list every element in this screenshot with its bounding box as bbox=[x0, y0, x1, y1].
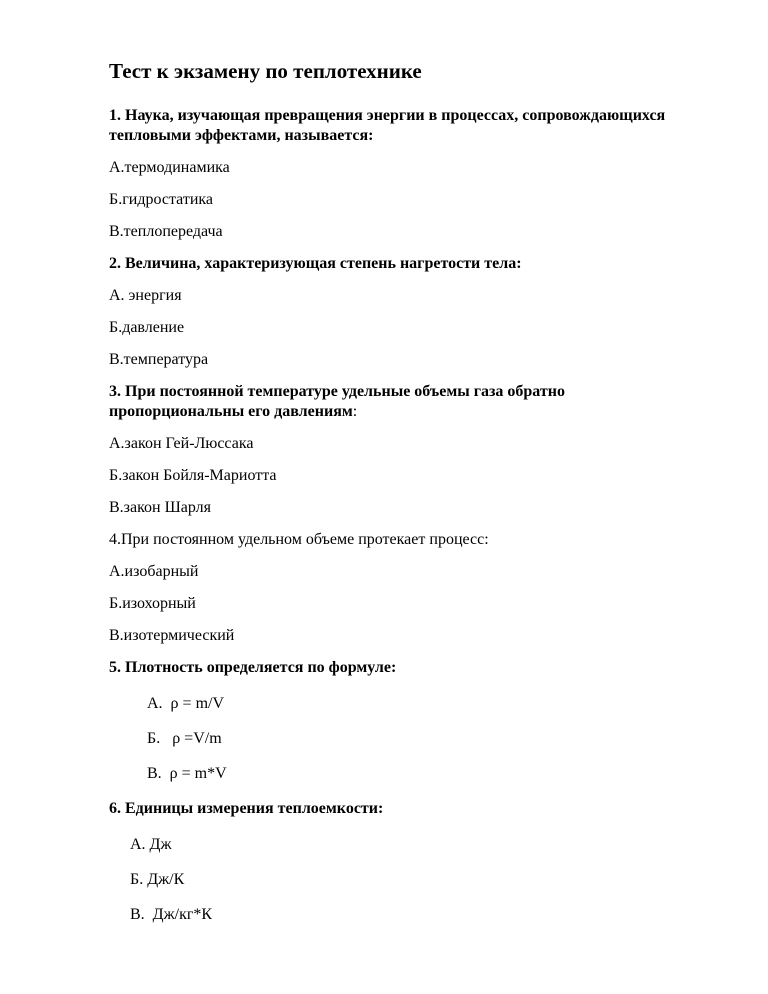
question-1-option-a: А.термодинамика bbox=[109, 159, 230, 176]
question-2-body: 2. Величина, характеризующая степень нагретости тела: bbox=[109, 255, 522, 272]
question-6-text bbox=[109, 799, 693, 819]
question-3-text bbox=[109, 382, 693, 422]
question-4-option-v: В.изотермический bbox=[109, 627, 235, 644]
question-5-option-b: Б. ρ =V/m bbox=[147, 730, 222, 747]
question-1-option-b: Б.гидростатика bbox=[109, 191, 214, 208]
question-1-option-v: В.теплопередача bbox=[109, 223, 223, 240]
question-6-body: 6. Единицы измерения теплоемкости: bbox=[109, 800, 384, 817]
question-3-option-b: Б.закон Бойля-Мариотта bbox=[109, 467, 277, 484]
question-3-body: 3. При постоянной температуре удельные объемы газа обратно пропорциональны его давлениям bbox=[109, 383, 569, 420]
question-6-option-b: Б. Дж/К bbox=[130, 871, 185, 888]
question-4-text bbox=[109, 530, 693, 550]
question-5-option-v: В. ρ = m*V bbox=[147, 765, 227, 782]
question-2-option-b: Б.давление bbox=[109, 319, 185, 336]
question-5-text bbox=[109, 658, 693, 678]
question-2-text bbox=[109, 254, 693, 274]
question-3-option-a: А.закон Гей-Люссака bbox=[109, 435, 254, 452]
document-title: Тест к экзамену по теплотехнике bbox=[109, 59, 422, 83]
question-4-body: 4.При постоянном удельном объеме протекает процесс: bbox=[109, 531, 489, 548]
question-5-body: 5. Плотность определяется по формуле: bbox=[109, 659, 397, 676]
question-1-body: 1. Наука, изучающая превращения энергии в процессах, сопровождающихся тепловыми эффектами, называется: bbox=[109, 107, 670, 144]
question-6-option-v: В. Дж/кг*К bbox=[130, 906, 213, 923]
question-6-option-a: А. Дж bbox=[130, 836, 172, 853]
question-4-option-b: Б.изохорный bbox=[109, 595, 196, 612]
question-3-option-v: В.закон Шарля bbox=[109, 499, 211, 516]
question-4-option-a: А.изобарный bbox=[109, 563, 199, 580]
question-5-option-a: А. ρ = m/V bbox=[147, 695, 225, 712]
question-3-suffix: : bbox=[352, 403, 358, 420]
question-1-text bbox=[109, 106, 693, 146]
question-2-option-a: А. энергия bbox=[109, 287, 182, 304]
question-2-option-v: В.температура bbox=[109, 351, 209, 368]
